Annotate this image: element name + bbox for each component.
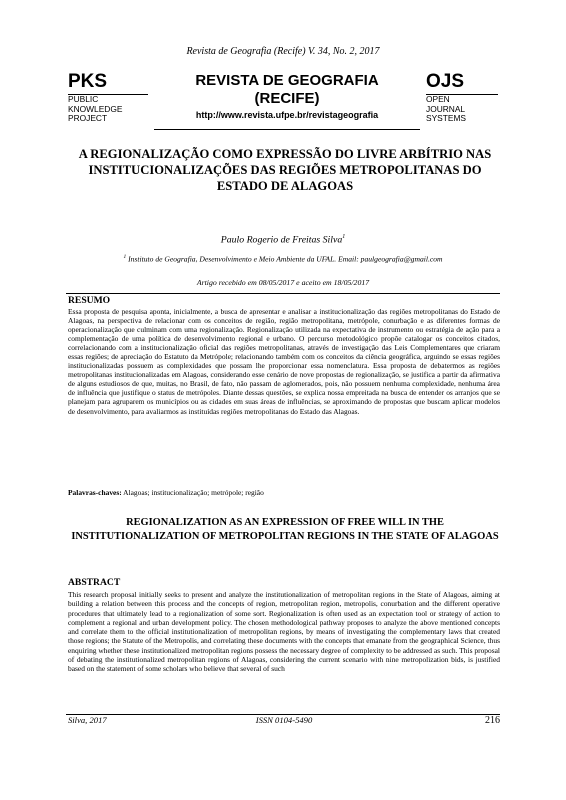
article-title-portuguese: A REGIONALIZAÇÃO COMO EXPRESSÃO DO LIVRE ARBÍTRIO NAS INSTITUCIONALIZAÇÕES DAS REGIÕES METROPOLITANAS DO ESTADO DE ALAGOAS — [78, 147, 492, 193]
affiliation-text: Instituto de Geografia, Desenvolvimento e Meio Ambiente da UFAL. Email: paulgeografia@gmail.com — [128, 254, 443, 264]
ojs-logo-block — [426, 72, 498, 124]
pkp-logo-block — [68, 72, 148, 124]
pks-line-2: KNOWLEDGE — [68, 103, 123, 114]
footer-author-year: Silva, 2017 — [68, 715, 107, 725]
journal-url-link[interactable]: http://www.revista.ufpe.br/revistageografia — [195, 110, 379, 120]
pks-line-3: PROJECT — [68, 113, 108, 124]
resumo-heading: RESUMO — [68, 295, 111, 306]
pks-line-1: PUBLIC — [68, 94, 99, 104]
journal-name-line-2: (RECIFE) — [254, 90, 320, 107]
journal-citation-line: Revista de Geografia (Recife) V. 34, No. 2, 2017 — [186, 46, 380, 57]
journal-name-line-1: REVISTA DE GEOGRAFIA — [195, 72, 379, 89]
resumo-text: Essa proposta de pesquisa aponta, inicialmente, a busca de apresentar e analisar a institucionalização das regiões metropolitanas do Estado de Alagoas, na perspectiva de relacionar com os conceitos de região, região metropolitana, metrópole, conurbação e as diferentes formas de operacionalização que culminam com uma regionalização. Regionalização utilizada na expectativa de instrumento ou estratégia de ação para a complementação de uma política de desenvolvimento regional e urbano. O percurso metodológico propõe catalogar os conceitos citados, correlacionando com a institucionalização oficial das regiões metropolitanas, através de investigação das Leis Complementares que criaram essas regiões; de apreciação do Estatuto da Metrópole; relacionando também com os conceitos da ciência geográfica, arguindo se essas regiões institucionalizadas possuem as complexidades que possam lhe proporcionar essa nomenclatura. Essa proposta de debatermos as regiões metropolitanas institucionalizadas em Alagoas, considerando esse cenário de nove propostas de regionalização, se justifica a partir da afirmativa de alguns estudiosos de que, muitas, no Brasil, de fato, não passam de aglomerados, pois, não possuem nenhuma complexidade, nenhuma área de influência que justifique o status de metrópoles. Diante dessas questões, se explica nossa empreitada na busca de entender os arranjos que se planejam para agruparem os municípios ou as cidades em suas áreas de influências, se aproximando de propostas que buscam aplicar modelos de desenvolvimento, para avaliarmos as instituídas regiões metropolitanas do Estado das Alagoas. — [68, 307, 500, 416]
abstract-heading: ABSTRACT — [68, 577, 121, 588]
article-dates: Artigo recebido em 08/05/2017 e aceito em 18/05/2017 — [196, 278, 370, 287]
pks-code: PKS — [68, 71, 108, 92]
author-superscript: 1 — [342, 234, 346, 240]
ojs-line-3: SYSTEMS — [426, 113, 467, 124]
masthead-center-rule — [154, 129, 420, 130]
affiliation-line — [0, 254, 566, 264]
journal-name-block — [156, 72, 418, 120]
article-title-english: REGIONALIZATION AS AN EXPRESSION OF FREE WILL IN THE INSTITUTIONALIZATION OF METROPOLITAN REGIONS IN THE STATE OF ALAGOAS — [71, 517, 499, 542]
keywords-text: Alagoas; institucionalização; metrópole; região — [123, 488, 264, 497]
keywords-label: Palavras-chaves: — [68, 488, 122, 497]
ojs-code: OJS — [426, 71, 465, 92]
footer-issn: ISSN 0104-5490 — [255, 715, 313, 725]
page-footer — [68, 715, 500, 727]
abstract-text: This research proposal initially seeks to present and analyze the institutionalization of metropolitan regions in the State of Alagoas, aiming at building a relation between this process and the concepts of region, metropolitan region, metropolis, conurbation and the different operative procedures that ultimately lead to a regionalization of some sort. Regionalization is often used as an expectation tool or strategy of action to complement a regional and urban development policy. The chosen methodological pathway proposes to analyze the above mentioned concepts and correlate them to the official institutionalization of metropolitan regions, by means of investigating the complementary laws that created those regions; the Statute of the Metropolis, and correlating these documents with the concepts that emanate from the geographical Science, thus enquiring whether these institutionalized metropolitan regions possess the necessary degree of complexity to be addressed as such. This proposal of debating the institutionalized metropolitan regions of Alagoas, considering the current scenario with nine metropolization bids, is justified based on the statement of some scholars who believe that several of such — [68, 590, 500, 673]
author-line — [0, 234, 566, 245]
masthead-left-rule — [68, 94, 148, 95]
ojs-line-2: JOURNAL — [426, 103, 466, 114]
abstract-top-rule — [66, 293, 500, 294]
affiliation-superscript: 1 — [123, 254, 127, 260]
keywords-line — [68, 488, 500, 497]
page-number: 216 — [485, 715, 500, 726]
journal-masthead — [68, 72, 498, 132]
masthead-right-rule — [426, 94, 498, 95]
ojs-line-1: OPEN — [426, 94, 450, 104]
author-name: Paulo Rogerio de Freitas Silva — [220, 234, 343, 246]
